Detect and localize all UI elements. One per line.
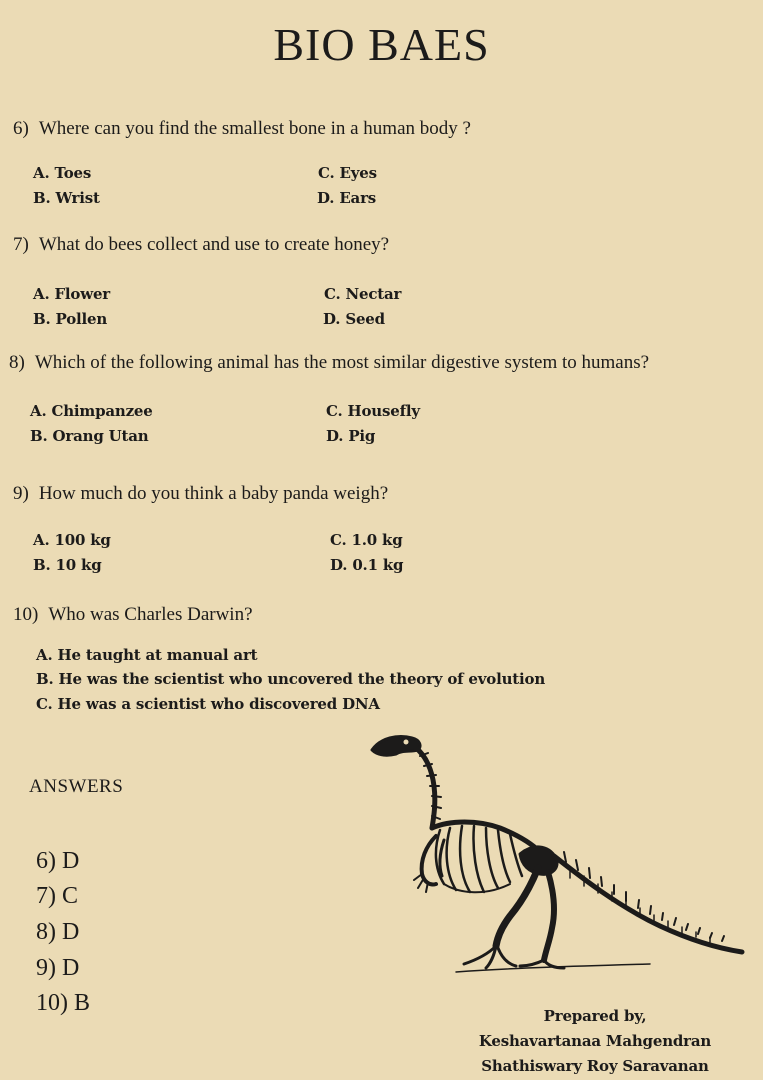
question-number: 8) bbox=[9, 352, 25, 373]
question-8 bbox=[9, 352, 649, 374]
option-b: B. 10 kg bbox=[33, 556, 102, 574]
question-text: Where can you find the smallest bone in a human body ? bbox=[38, 118, 471, 139]
author-name: Shathiswary Roy Saravanan bbox=[481, 1057, 709, 1075]
option-b: B. Orang Utan bbox=[30, 427, 149, 445]
question-number: 6) bbox=[13, 118, 29, 139]
option-a: A. Toes bbox=[33, 164, 92, 182]
answer-item: 6) D bbox=[36, 848, 80, 874]
answer-item: 9) D bbox=[36, 955, 80, 981]
question-9 bbox=[13, 483, 388, 505]
option-a: A. Chimpanzee bbox=[30, 402, 153, 420]
option-a: A. He taught at manual art bbox=[36, 646, 258, 664]
option-b: B. He was the scientist who uncovered the theory of evolution bbox=[36, 670, 546, 688]
question-text: Which of the following animal has the most similar digestive system to humans? bbox=[34, 352, 650, 373]
page-title: BIO BAES bbox=[273, 19, 490, 70]
option-c: C. He was a scientist who discovered DNA bbox=[36, 695, 380, 713]
option-b: B. Pollen bbox=[33, 310, 108, 328]
option-d: D. 0.1 kg bbox=[330, 556, 404, 574]
question-text: What do bees collect and use to create honey? bbox=[38, 234, 390, 255]
credits-label: Prepared by, bbox=[543, 1007, 647, 1025]
option-d: D. Ears bbox=[317, 189, 377, 207]
option-c: C. Eyes bbox=[318, 164, 377, 182]
question-number: 9) bbox=[13, 483, 29, 504]
option-c: C. Nectar bbox=[324, 285, 402, 303]
answers-heading: ANSWERS bbox=[29, 776, 124, 797]
option-d: D. Seed bbox=[323, 310, 385, 328]
question-10 bbox=[13, 604, 253, 626]
option-b: B. Wrist bbox=[33, 189, 100, 207]
author-name: Keshavartanaa Mahgendran bbox=[478, 1032, 712, 1050]
option-a: A. Flower bbox=[33, 285, 110, 303]
option-c: C. 1.0 kg bbox=[330, 531, 403, 549]
question-text: How much do you think a baby panda weigh? bbox=[38, 483, 389, 504]
option-c: C. Housefly bbox=[326, 402, 420, 420]
question-7 bbox=[13, 234, 389, 256]
question-number: 10) bbox=[13, 604, 39, 625]
question-number: 7) bbox=[13, 234, 29, 255]
answer-item: 10) B bbox=[36, 990, 90, 1016]
answer-item: 7) C bbox=[36, 883, 78, 909]
option-a: A. 100 kg bbox=[33, 531, 111, 549]
answer-item: 8) D bbox=[36, 919, 80, 945]
question-text: Who was Charles Darwin? bbox=[48, 604, 253, 625]
credits bbox=[440, 1004, 750, 1079]
option-d: D. Pig bbox=[326, 427, 376, 445]
dinosaur-skeleton-icon bbox=[360, 728, 745, 978]
question-6 bbox=[13, 118, 471, 140]
